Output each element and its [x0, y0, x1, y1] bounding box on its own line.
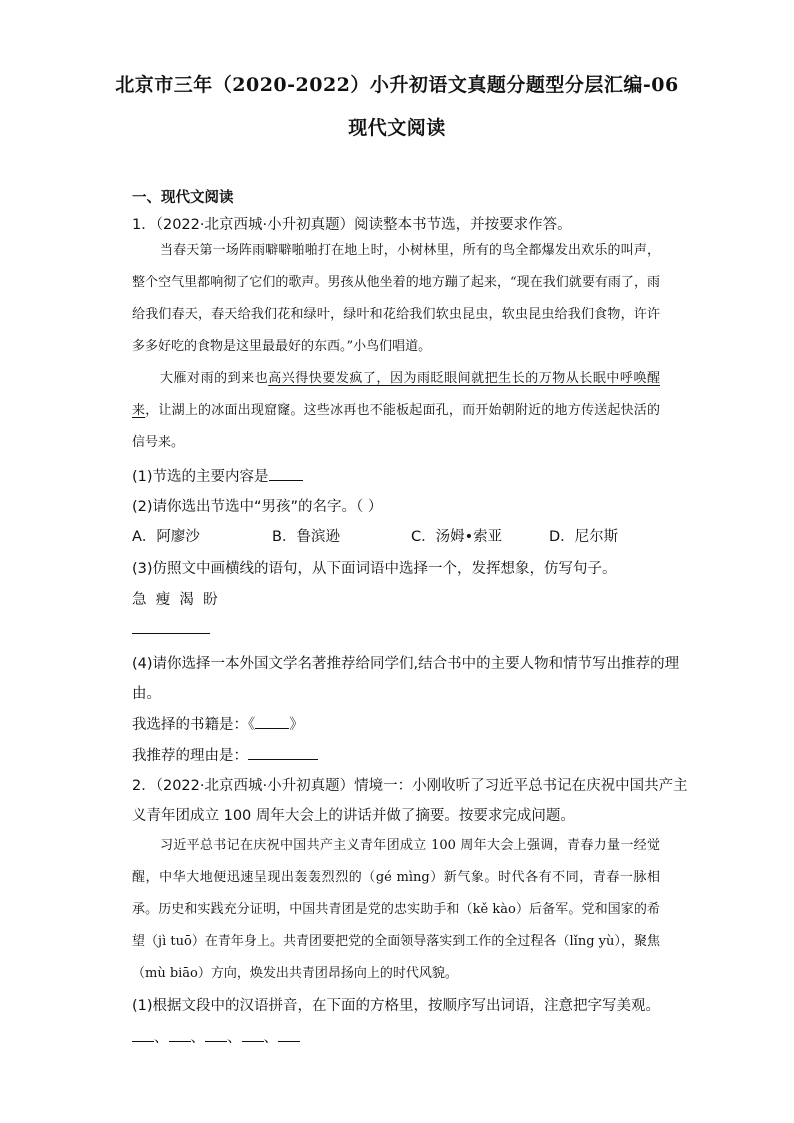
option-d[interactable]: D．尼尔斯: [549, 529, 619, 545]
q1-sub3: (3)仿照文中画横线的语句，从下面词语中选择一个，发挥想象，仿写句子。: [132, 561, 617, 577]
q1-stem: 1．（2022·北京西城·小升初真题）阅读整本书节选，并按要求作答。: [132, 217, 572, 233]
q1-sub4-line2: 由。: [132, 686, 161, 702]
q1-underlined-sentence: 高兴得快要发疯了，因为雨眨眼间就把生长的万物从长眠中呼唤醒来: [132, 371, 660, 418]
book-title-blank[interactable]: [255, 714, 289, 729]
q2-passage: [132, 830, 660, 990]
q2-stem-line2: 义青年团成立 100 周年大会上的讲话并做了摘要。按要求完成问题。: [132, 808, 575, 824]
q2-sub1: (1)根据文段中的汉语拼音，在下面的方格里，按顺序写出词语，注意把字写美观。: [132, 998, 661, 1014]
q1-sub1-text: (1)节选的主要内容是: [132, 469, 269, 485]
blank-sep-1: 、: [154, 1030, 169, 1046]
option-b[interactable]: B．鲁滨逊: [272, 529, 340, 545]
q1-reason-row: [132, 744, 318, 765]
q1-passage-p2-pre: 大雁对雨的到来也: [160, 371, 269, 386]
q1-passage-p2-post: ，让湖上的冰面出现窟窿。这些冰再也不能板起面孔，而开始朝附近的地方传送起快活的信号来。: [132, 403, 660, 450]
answer-blank-2[interactable]: [169, 1027, 191, 1042]
blank-sep-2: 、: [190, 1030, 205, 1046]
answer-blank-4[interactable]: [242, 1027, 264, 1042]
q1-sub1: [132, 465, 303, 486]
book-close-bracket: 》: [289, 717, 304, 733]
doc-title-line2: 现代文阅读: [348, 117, 446, 139]
book-label: 我选择的书籍是：《: [132, 717, 256, 733]
q1-sub4-line1: (4)请你选择一本外国文学名著推荐给同学们,结合书中的主要人物和情节写出推荐的理: [132, 656, 680, 672]
reason-label: 我推荐的理由是：: [132, 748, 248, 764]
blank-sep-4: 、: [263, 1030, 278, 1046]
q2-answer-blanks: [132, 1026, 300, 1047]
q1-passage-p1: 当春天第一场阵雨噼噼啪啪打在地上时，小树林里，所有的鸟全都爆发出欢乐的叫声，整个空气里都响彻了它们的歌声。男孩从他坐着的地方蹦了起来，“现在我们就要有雨了，雨给我们春天，春天给我们花和绿叶，绿叶和花给我们软虫昆虫，软虫昆虫给我们食物，许许多多好吃的食物是这里最最好的东西。”小鸟们唱道。: [132, 243, 660, 354]
doc-title-line1: 北京市三年（2020-2022）小升初语文真题分题型分层汇编-06: [115, 74, 679, 96]
section-heading: 一、现代文阅读: [132, 190, 234, 206]
q1-sub3-answer-line[interactable]: [132, 633, 210, 634]
q1-book-row: [132, 713, 304, 734]
q2-stem-line1: 2．（2022·北京西城·小升初真题）情境一：小刚收听了习近平总书记在庆祝中国共产主: [132, 778, 688, 794]
q1-sub2: (2)请你选出节选中“男孩”的名字。（ ）: [132, 499, 383, 515]
answer-blank-1[interactable]: [132, 1027, 154, 1042]
option-a[interactable]: A．阿廖沙: [132, 529, 200, 545]
q1-passage-p2: [132, 363, 660, 459]
q1-passage: [132, 235, 660, 459]
option-c[interactable]: C．汤姆•索亚: [411, 529, 503, 545]
q2-passage-text: 习近平总书记在庆祝中国共产主义青年团成立 100 周年大会上强调，青春力量一经觉醒，中华大地便迅速呈现出轰轰烈烈的（gé mìng）新气象。时代各有不同，青春一脉相承。历史和实践充分证明，中国共青团是党的忠实助手和（kě kào）后备军。党和国家的希望（jì tuō）在青年身上。共青团要把党的全面领导落实到工作的全过程各（lǐng yù），聚焦（mù biāo）方向，焕发出共青团昂扬向上的时代风貌。: [132, 838, 660, 981]
reason-blank[interactable]: [248, 745, 318, 760]
answer-blank-3[interactable]: [205, 1027, 227, 1042]
blank-sep-3: 、: [227, 1030, 242, 1046]
q1-word-choices: 急 瘦 渴 盼: [132, 592, 218, 608]
answer-blank-5[interactable]: [278, 1027, 300, 1042]
q1-sub1-answer-blank[interactable]: [269, 466, 303, 481]
